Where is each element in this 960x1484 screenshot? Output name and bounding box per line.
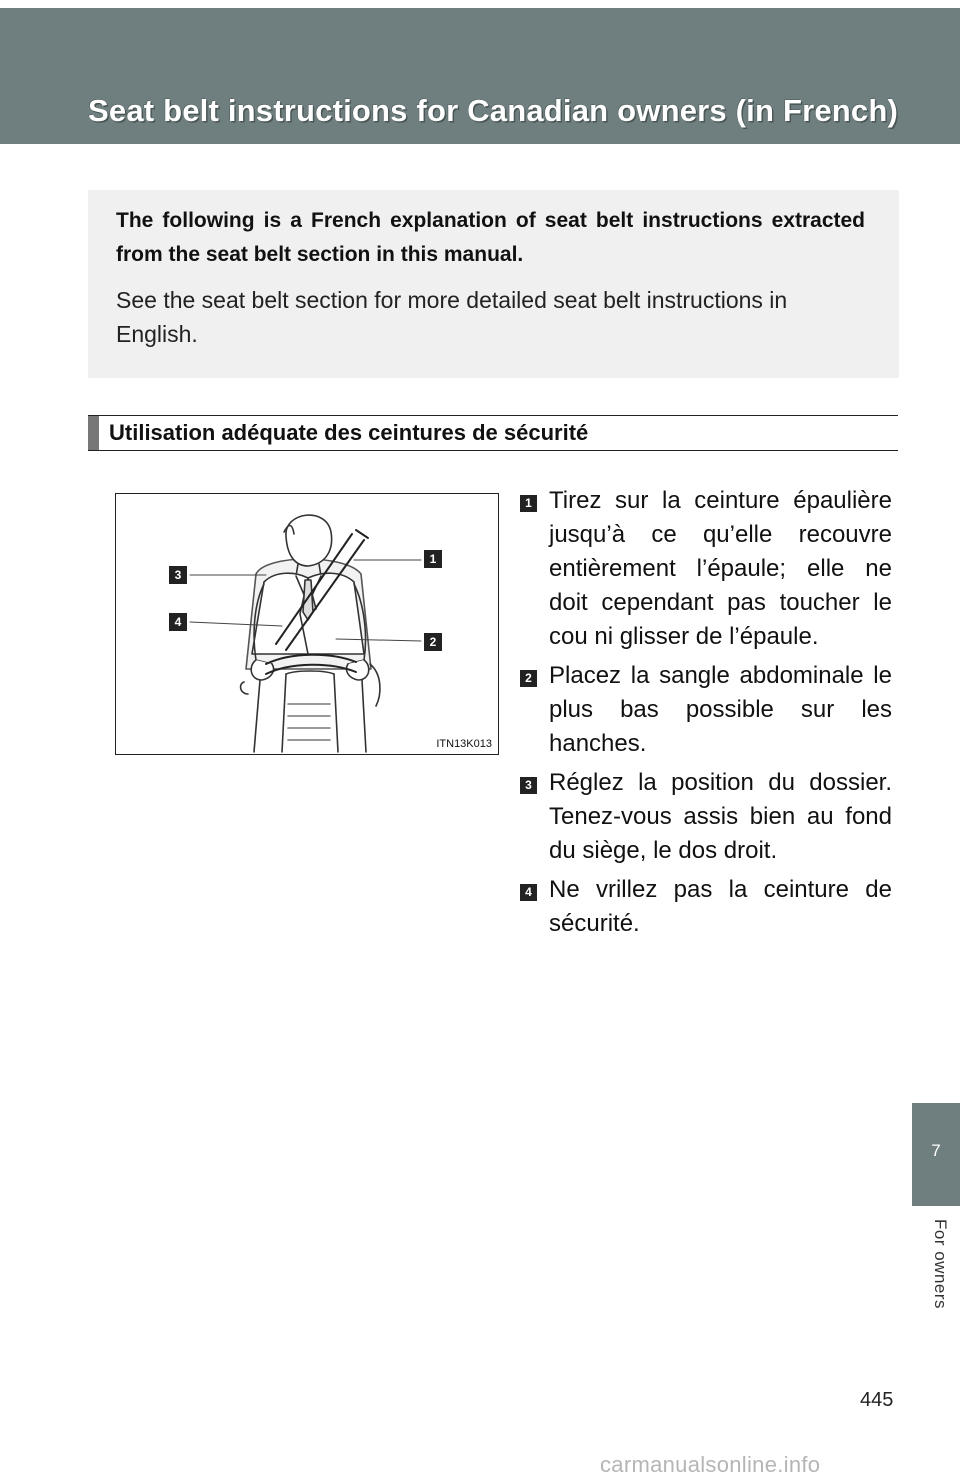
item-text: Placez la sangle abdominale le plus bas possible sur les hanches. (549, 662, 892, 757)
list-item (520, 659, 892, 761)
page-title: Seat belt instructions for Canadian owners (in French) (88, 93, 899, 128)
watermark: carmanualsonline.info (600, 1452, 821, 1477)
intro-normal-text: See the seat belt section for more detailed seat belt instructions in English. (116, 287, 788, 347)
section-heading-bar (88, 416, 99, 450)
chapter-tab (912, 1103, 960, 1206)
callout-2: 2 (424, 633, 442, 651)
page-number: 445 (860, 1389, 894, 1411)
list-item (520, 766, 892, 868)
intro-box (88, 190, 899, 378)
list-item (520, 873, 892, 941)
item-number-badge: 2 (520, 670, 537, 687)
item-number-badge: 4 (520, 884, 537, 901)
item-number-badge: 1 (520, 495, 537, 512)
item-text: Ne vrillez pas la ceinture de sécurité. (549, 876, 892, 937)
callout-3: 3 (169, 566, 187, 584)
chapter-number: 7 (931, 1141, 941, 1160)
section-heading (88, 415, 898, 451)
figure-code: ITN13K013 (436, 738, 492, 750)
callout-4: 4 (169, 613, 187, 631)
list-item (520, 484, 892, 654)
callout-1: 1 (424, 550, 442, 568)
instruction-list (520, 484, 892, 946)
intro-bold-text: The following is a French explanation of seat belt instructions extracted from the seat belt section in this manual. (116, 209, 865, 266)
chapter-label: For owners (931, 1219, 950, 1310)
seatbelt-figure (115, 493, 499, 755)
item-text: Tirez sur la ceinture épaulière jusqu’à ce qu’elle recouvre entièrement l’épaule; elle ne doit cependant pas toucher le cou ni glisser de l’épaule. (549, 487, 892, 650)
item-text: Réglez la position du dossier. Tenez-vous assis bien au fond du siège, le dos droit. (549, 769, 892, 864)
section-heading-text: Utilisation adéquate des ceintures de sécurité (109, 420, 589, 445)
item-number-badge: 3 (520, 777, 537, 794)
